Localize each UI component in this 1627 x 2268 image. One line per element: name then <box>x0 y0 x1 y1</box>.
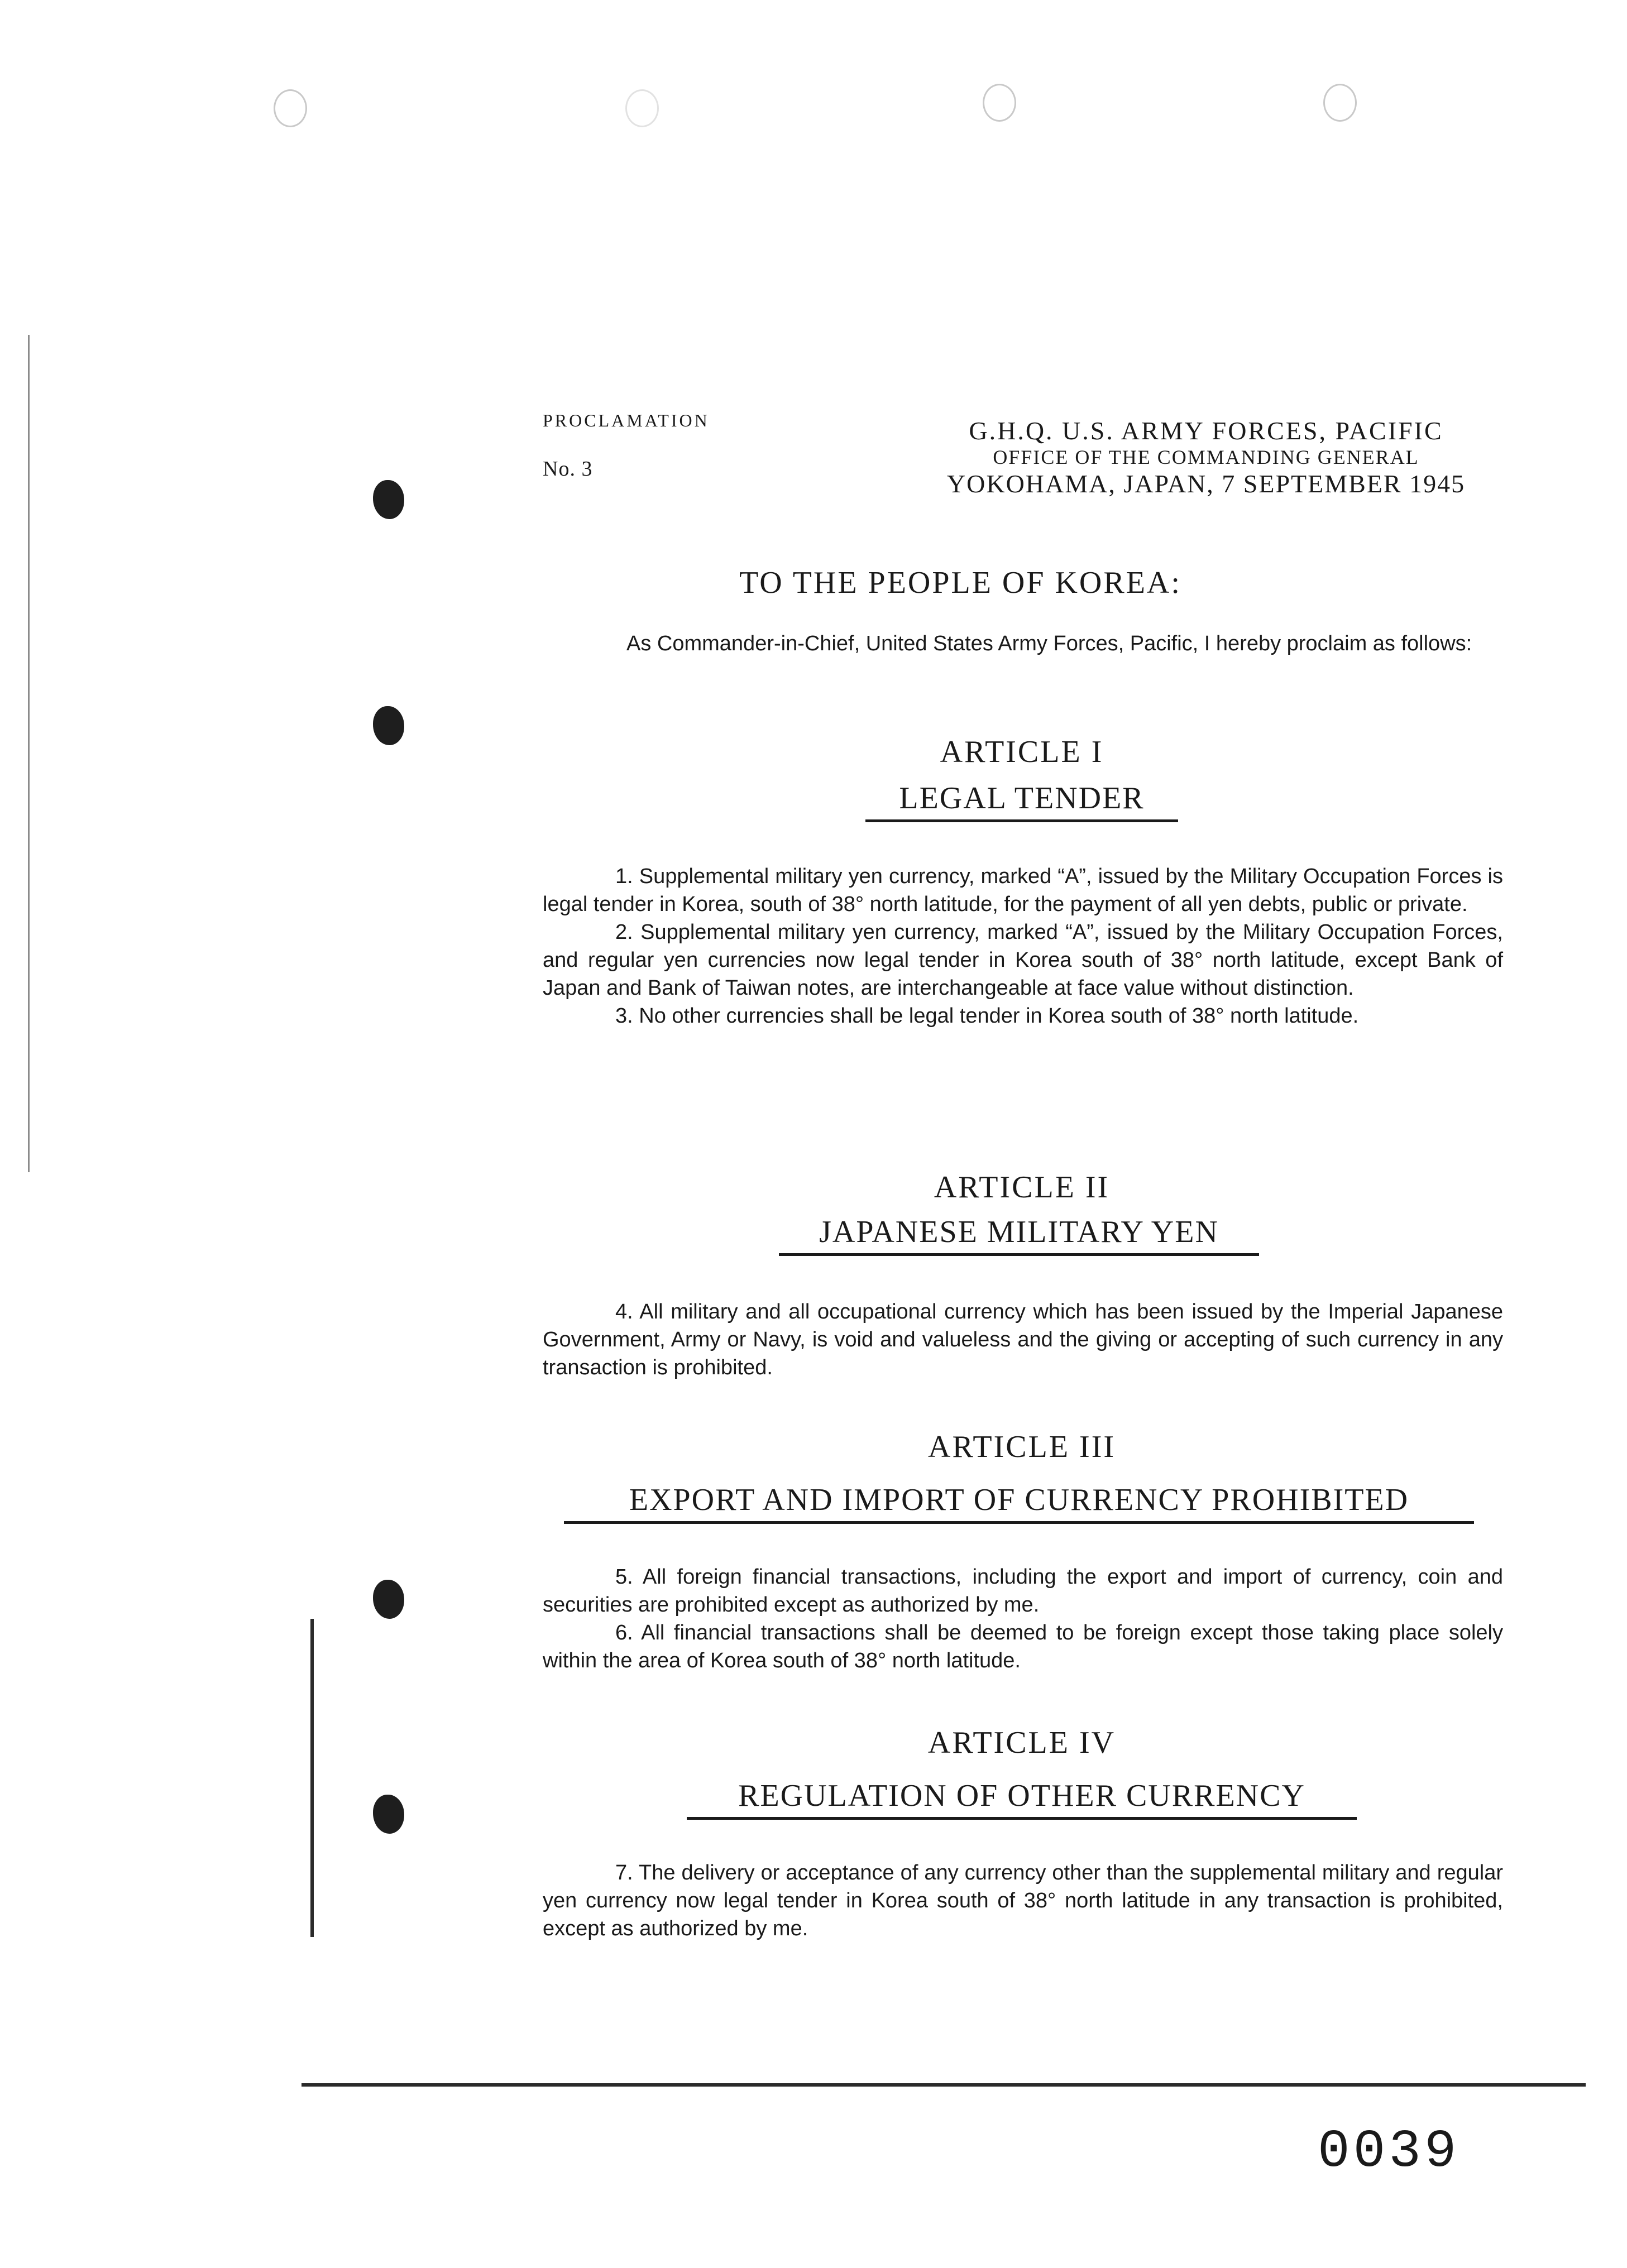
paragraph: 7. The delivery or acceptance of any currency other than the supplemental military and regular yen currency now legal tender in Korea south of 38° north latitude in any transaction is prohibited, except as authorized by me. <box>543 1861 1503 1940</box>
hq-line-1: G.H.Q. U.S. ARMY FORCES, PACIFIC <box>969 416 1443 445</box>
article-body <box>543 1859 1503 1943</box>
binder-hole-blot <box>373 480 404 519</box>
punch-hole-mark <box>625 89 659 127</box>
intro-paragraph <box>543 630 1503 658</box>
article-heading: LEGAL TENDER <box>865 780 1178 822</box>
binder-hole-blot <box>373 706 404 745</box>
proclamation-label: PROCLAMATION <box>543 410 710 430</box>
headquarters-block <box>916 416 1496 498</box>
hq-line-2: OFFICE OF THE COMMANDING GENERAL <box>993 446 1419 468</box>
paragraph: 5. All foreign financial transactions, including the export and import of currency, coin and securities are prohibited except as authorized by me. <box>543 1565 1503 1617</box>
scan-edge-line <box>310 1619 314 1937</box>
punch-hole-mark <box>983 84 1016 122</box>
article-heading: JAPANESE MILITARY YEN <box>779 1214 1259 1256</box>
punch-hole-mark <box>274 89 307 127</box>
document-title: TO THE PEOPLE OF KOREA: <box>739 565 1181 600</box>
article-heading: EXPORT AND IMPORT OF CURRENCY PROHIBITED <box>564 1482 1474 1524</box>
paragraph: 6. All financial transactions shall be deemed to be foreign except those taking place solely within the area of Korea south of 38° north latitude. <box>543 1621 1503 1672</box>
article-label: ARTICLE I <box>940 735 1104 769</box>
binder-hole-blot <box>373 1795 404 1834</box>
punch-hole-mark <box>1323 84 1357 122</box>
hq-line-3: YOKOHAMA, JAPAN, 7 SEPTEMBER 1945 <box>946 469 1466 498</box>
paragraph: 4. All military and all occupational currency which has been issued by the Imperial Japanese Government, Army or Navy, is void and valueless and the giving or accepting of such currency in any transaction is prohibited. <box>543 1300 1503 1379</box>
paragraph: 2. Supplemental military yen currency, marked “A”, issued by the Military Occupation Forces, and regular yen currencies now legal tender in Korea south of 38° north latitude, except Bank of Japan and Bank of Taiwan notes, are interchangeable at face value without distinction. <box>543 920 1503 1000</box>
binder-hole-blot <box>373 1580 404 1619</box>
article-body <box>543 862 1503 1030</box>
proclamation-number: No. 3 <box>543 457 593 481</box>
intro-text: As Commander-in-Chief, United States Army Forces, Pacific, I hereby proclaim as follows: <box>626 632 1472 655</box>
paragraph: 1. Supplemental military yen currency, marked “A”, issued by the Military Occupation Forces is legal tender in Korea, south of 38° north latitude, for the payment of all yen debts, public or private. <box>543 865 1503 916</box>
article-body <box>543 1563 1503 1675</box>
paragraph: 3. No other currencies shall be legal tender in Korea south of 38° north latitude. <box>615 1004 1359 1028</box>
article-body <box>543 1298 1503 1382</box>
article-label: ARTICLE II <box>934 1170 1110 1205</box>
scan-edge-line <box>28 335 30 1172</box>
article-heading: REGULATION OF OTHER CURRENCY <box>687 1778 1357 1820</box>
article-label: ARTICLE III <box>928 1430 1116 1464</box>
footer-rule <box>302 2083 1586 2087</box>
article-label: ARTICLE IV <box>927 1725 1116 1760</box>
page-number: 0039 <box>1318 2121 1460 2182</box>
